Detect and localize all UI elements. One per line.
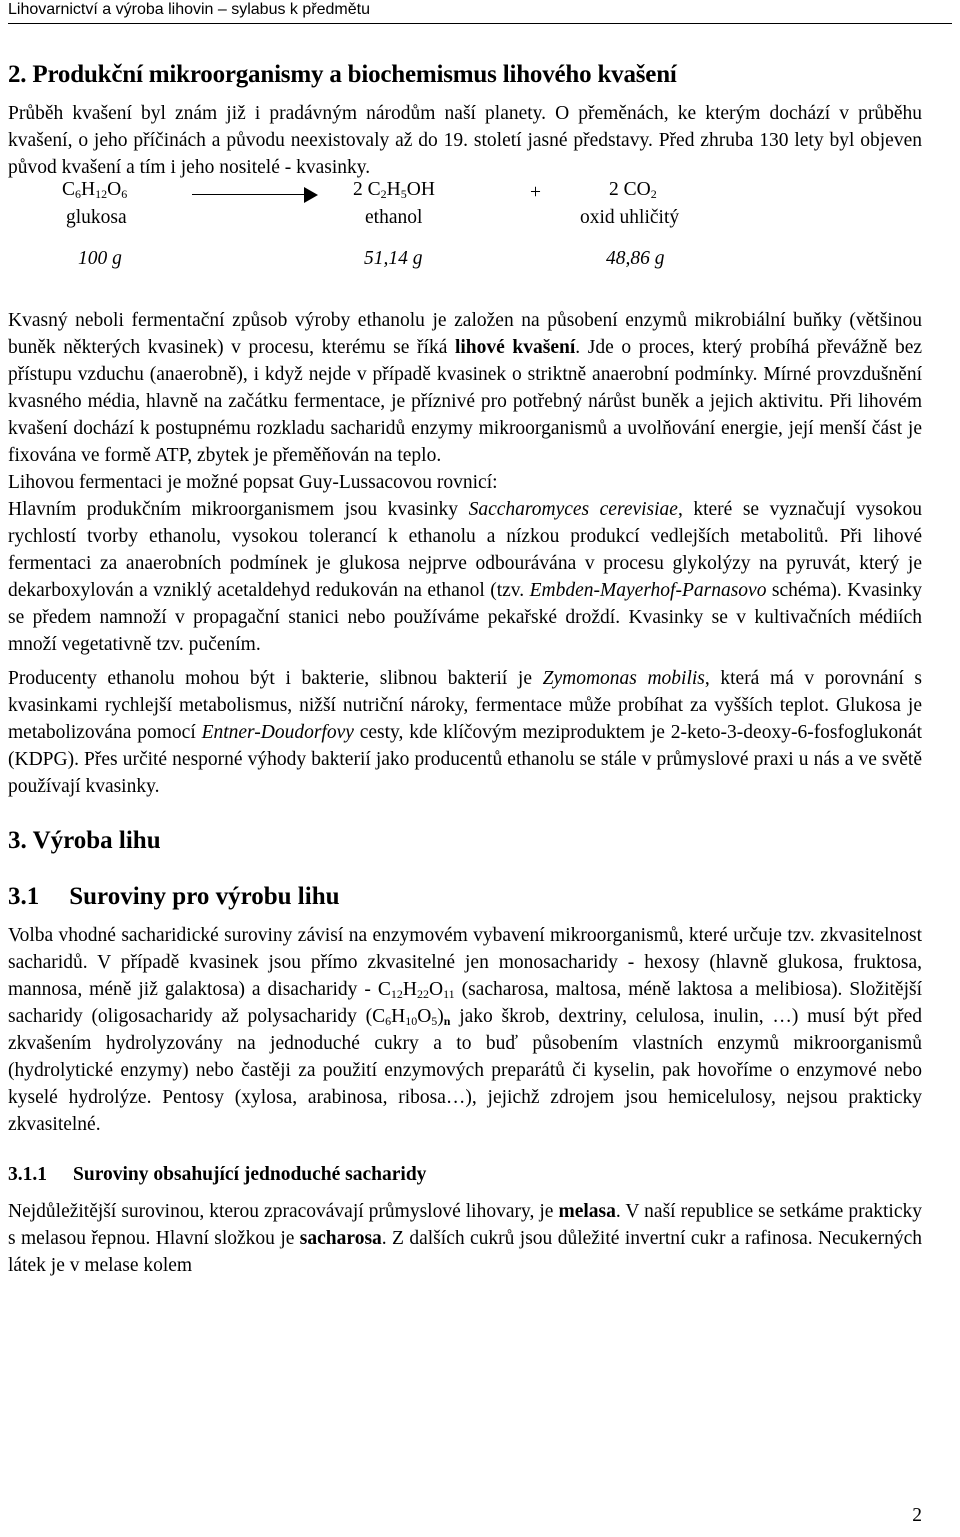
product2-name: oxid uhličitý xyxy=(580,207,680,228)
product2-formula: 2 $CO_2$ xyxy=(609,179,657,201)
section-3-1-1-heading: 3.1.1 Suroviny obsahující jednoduché sacharidy xyxy=(8,1164,427,1185)
paragraph-guy-lussac: Lihovou fermentaci je možné popsat Guy-Lussacovou rovnicí: xyxy=(8,472,498,493)
paragraph-raw-materials: Volba vhodné sacharidické suroviny závisí na enzymovém vybavení mikroorganismů, které určuje tzv. zkvasitelnost sacharidů. V případě kvasinek jsou přímo zkvasitelné jen monosacharidy - hexosy (hlavně glukosa, fruktosa, mannosa, méně již galaktosa) a disacharidy - $C_{12}H_{22}O_{11}$ (sacharosa, maltosa, méně laktosa a melibiosa). Složitější sacharidy (oligosacharidy až polysacharidy $(C_6H_{10}O_5)_n$ jako škrob, dextriny, celulosa, inulin, …) musí být před zkvašením hydrolyzovány na jednoduché cukry a to buď působením vlastních enzymů mikroorganismů (hydrolytické enzymy) nebo častěji za použití enzymových preparátů či kyselin, pak hovoříme o enzymové nebo kyselé hydrolýze. Pentosy (xylosa, arabinosa, ribosa…), jejichž zdrojem jsou hemicelulosy, nejsou prakticky zkvasitelné. xyxy=(8,925,923,1135)
product1-formula: 2 $C_2H_5OH$ xyxy=(353,179,435,201)
section-2-heading xyxy=(8,60,922,90)
running-header: Lihovarnictví a výroba lihovin – sylabus k předmětu xyxy=(8,1,370,18)
section-3-heading: 3. Výroba lihu xyxy=(8,827,161,854)
paragraph-bacteria: Producenty ethanolu mohou být i bakterie, slibnou bakterií je Zymomonas mobilis, která má v porovnání s kvasinkami rychlejší metabolismus, nižší nutriční nároky, fermentace může probíhat za vyšších teplot. Glukosa je metabolizována pomocí Entner-Doudorfovy cesty, kde klíčovým meziproduktem je 2-keto-3-deoxy-6-fosfoglukonát (KDPG). Přes určité nesporné výhody bakterií jako producentů ethanolu se stále v průmyslové praxi u nás a ve světě používají kvasinky. xyxy=(8,668,923,797)
section-3-1-heading: 3.1 Suroviny pro výrobu lihu xyxy=(8,883,340,910)
plus-sign: + xyxy=(530,182,541,203)
section-2-title: Produkční mikroorganismy a biochemismus lihového kvašení xyxy=(32,61,677,88)
document-body xyxy=(8,60,922,1279)
product1-mass: 51,14 g xyxy=(364,248,423,269)
reaction-arrow-head xyxy=(304,187,318,203)
section-2-intro: Průběh kvašení byl znám již i pradávným národům naší planety. O přeměnách, ke kterým dochází v průběhu kvašení, o jeho příčinách a původu neexistovaly až do 19. století jasné představy. Před zhruba 130 lety byl objeven původ kvašení a tím i jeho nositelé - kvasinky. xyxy=(8,103,922,178)
fermentation-equation xyxy=(8,181,922,307)
paragraph-yeasts: Hlavním produkčním mikroorganismem jsou kvasinky Saccharomyces cerevisiae, které se vyznačují vysokou rychlostí tvorby ethanolu, vysokou tolerancí k ethanolu a nízkou produkcí vedlejších metabolitů. Při lihové fermentaci za anaerobních podmínek je glukosa nejprve odbourávána v procesu glykolýzy na pyruvát, který je dekarboxylován a vzniklý acetaldehyd redukován na ethanol (tzv. Embden-Mayerhof-Parnasovo schéma). Kvasinky se předem namnoží v propagační stanici nebo používáme pekařské droždí. Kvasinky se v kultivačních médiích množí vegetativně tzv. pučením. xyxy=(8,499,922,655)
reactant-name: glukosa xyxy=(66,207,127,228)
paragraph-molasses: Nejdůležitější surovinou, kterou zpracovávají průmyslové lihovary, je melasa. V naší republice se setkáme prakticky s melasou řepnou. Hlavní složkou je sacharosa. Z dalších cukrů jsou důležité invertní cukr a rafinosa. Necukerných látek je v melase kolem xyxy=(8,1201,922,1276)
reactant-mass: 100 g xyxy=(78,248,122,269)
page-number: 2 xyxy=(912,1505,922,1526)
paragraph-fermentation: Kvasný neboli fermentační způsob výroby ethanolu je založen na působení enzymů mikrobiální buňky (většinou buněk některých kvasinek) v procesu, kterému se říká lihové kvašení. Jde o proces, který probíhá převážně bez přístupu vzduchu (anaerobně), i když nejde v případě kvasinek o striktně anaerobní podmínky. Mírné provzdušnění kvasného média, hlavně na začátku fermentace, je příznivé pro potřebný nárůst buněk a jejich aktivitu. Při lihovém kvašení dochází k postupnému rozkladu sacharidů enzymy mikroorganismů a uvolňování energie, její menší část je fixována ve formě ATP, zbytek je přeměňován na teplo. xyxy=(8,310,923,466)
product2-mass: 48,86 g xyxy=(606,248,665,269)
section-2-number: 2. xyxy=(8,61,27,88)
product1-name: ethanol xyxy=(365,207,423,228)
reactant-formula: $C_6H_{12}O_6$ xyxy=(62,179,128,201)
header-rule xyxy=(8,23,952,24)
reaction-arrow xyxy=(192,194,310,195)
